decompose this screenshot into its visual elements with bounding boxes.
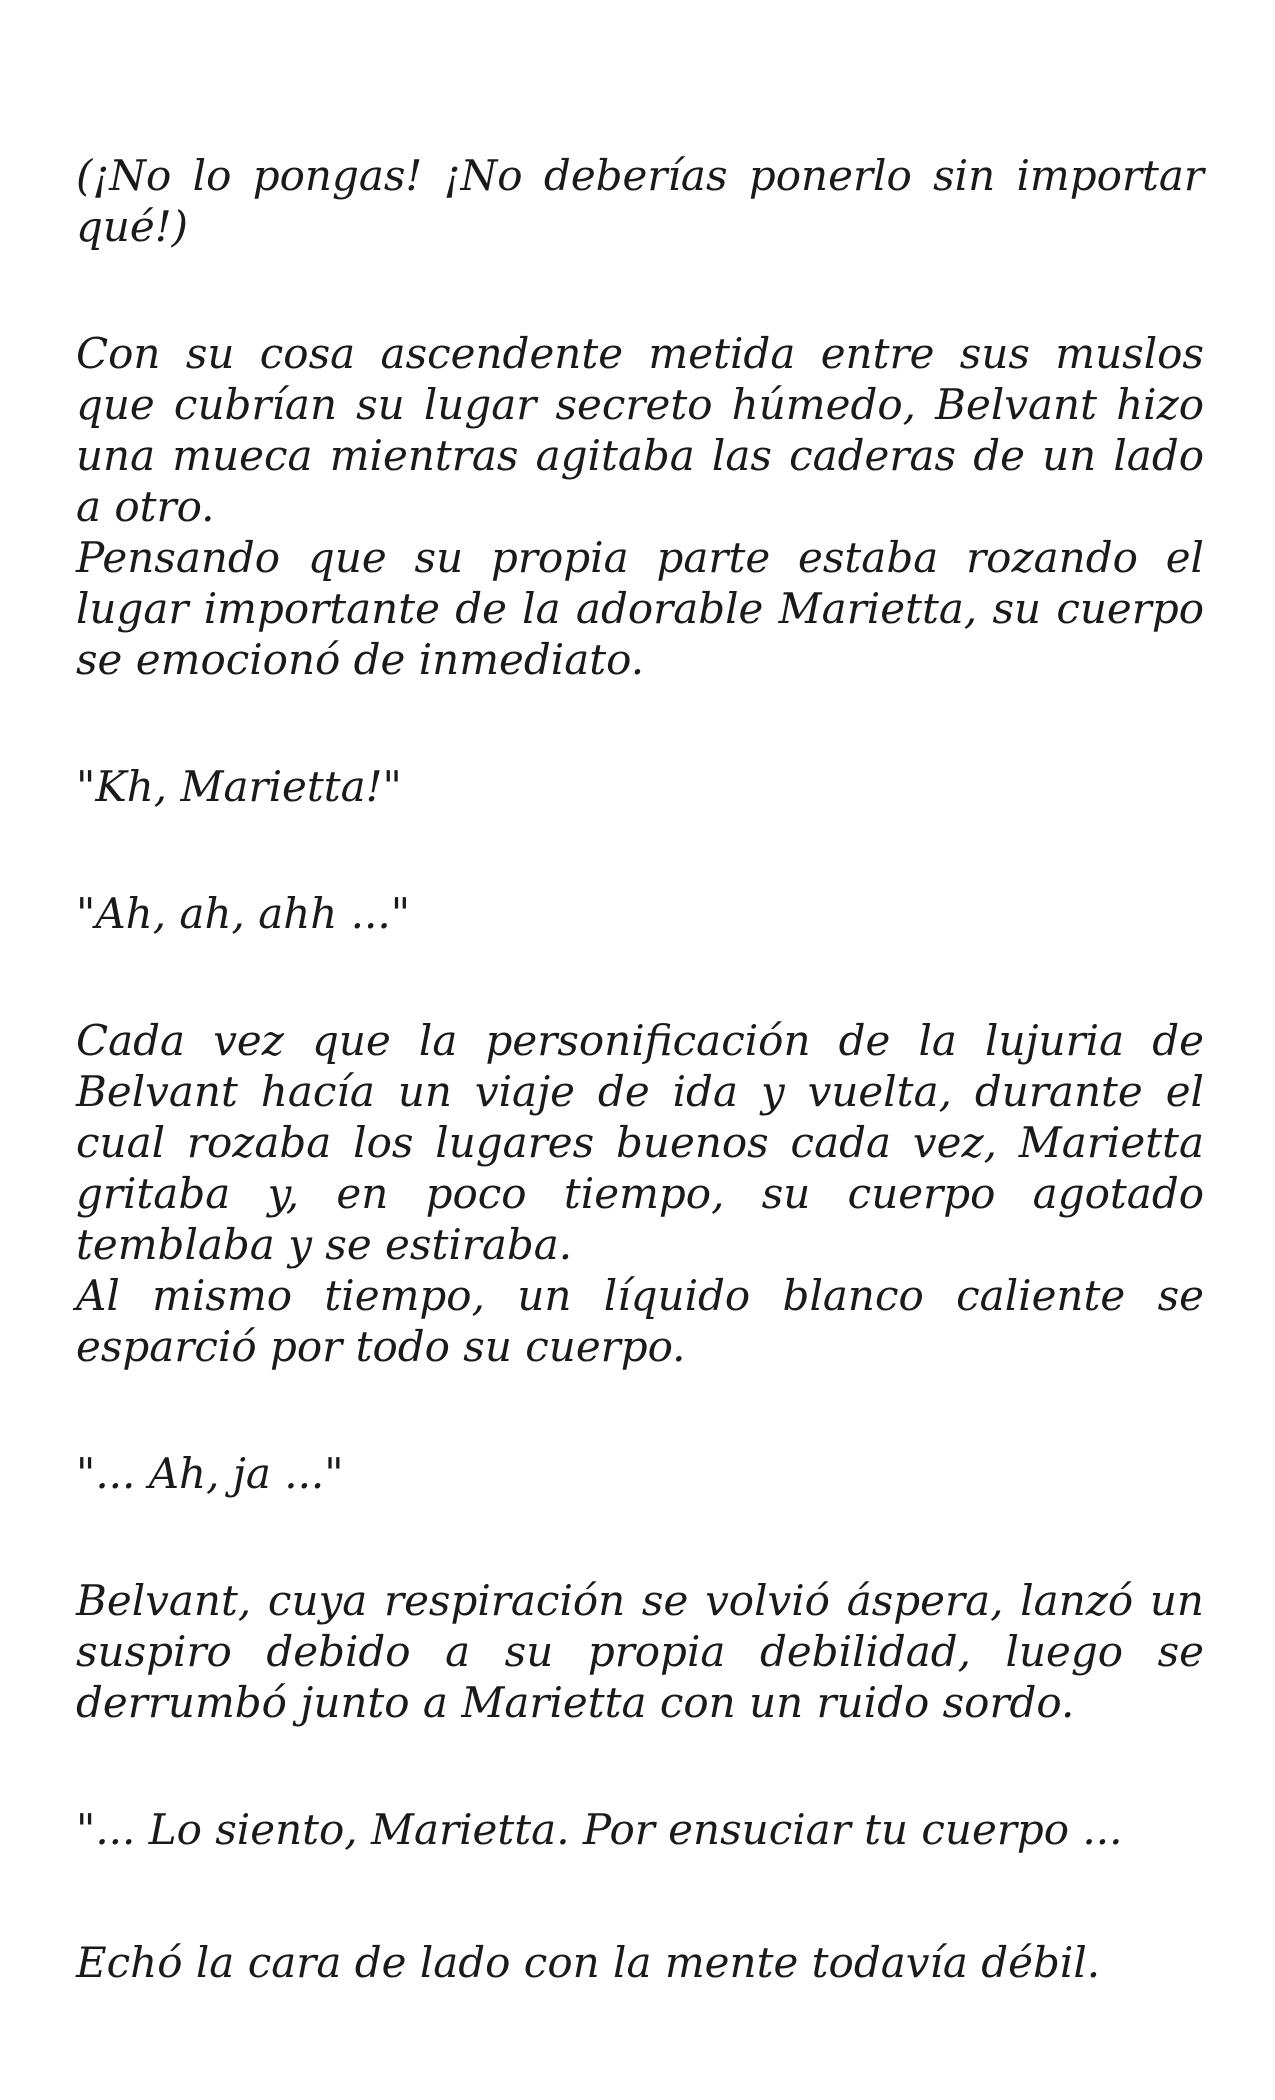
dialogue-text: "Kh, Marietta!" [76, 762, 402, 811]
paragraph-text: Cada vez que la personificación de la lujuria de Belvant hacía un viaje de ida y vuelta, durante el cual rozaba los lugares buenos cada vez, Marietta gritaba y, en poco tiempo, su cuerpo agotado temblaba y se estiraba. [76, 1016, 1204, 1269]
paragraph-3 [76, 1015, 1204, 1372]
paragraph-1 [76, 150, 1204, 252]
paragraph-text: Con su cosa ascendente metida entre sus muslos que cubrían su lugar secreto húmedo, Belvant hizo una mueca mientras agitaba las caderas de un lado a otro. [76, 329, 1204, 531]
paragraph-text: Pensando que su propia parte estaba rozando el lugar importante de la adorable Marietta, su cuerpo se emocionó de inmediato. [76, 533, 1204, 684]
paragraph-4 [76, 1575, 1204, 1728]
dialogue-4 [76, 1804, 1204, 1855]
paragraph-text: Al mismo tiempo, un líquido blanco caliente se esparció por todo su cuerpo. [76, 1271, 1204, 1371]
paragraph-text: Belvant, cuya respiración se volvió áspera, lanzó un suspiro debido a su propia debilidad, luego se derrumbó junto a Marietta con un ruido sordo. [76, 1576, 1204, 1727]
paragraph-2 [76, 328, 1204, 685]
paragraph-text: Echó la cara de lado con la mente todavía débil. [76, 1938, 1101, 1987]
dialogue-text: "Ah, ah, ahh ..." [76, 889, 411, 938]
dialogue-text: "... Ah, ja ..." [76, 1449, 344, 1498]
document-page [76, 150, 1204, 1988]
paragraph-text: (¡No lo pongas! ¡No deberías ponerlo sin importar qué!) [76, 151, 1204, 251]
dialogue-1 [76, 761, 1204, 812]
dialogue-text: "... Lo siento, Marietta. Por ensuciar tu cuerpo ... [76, 1805, 1123, 1854]
paragraph-5 [76, 1937, 1204, 1988]
dialogue-2 [76, 888, 1204, 939]
dialogue-3 [76, 1448, 1204, 1499]
